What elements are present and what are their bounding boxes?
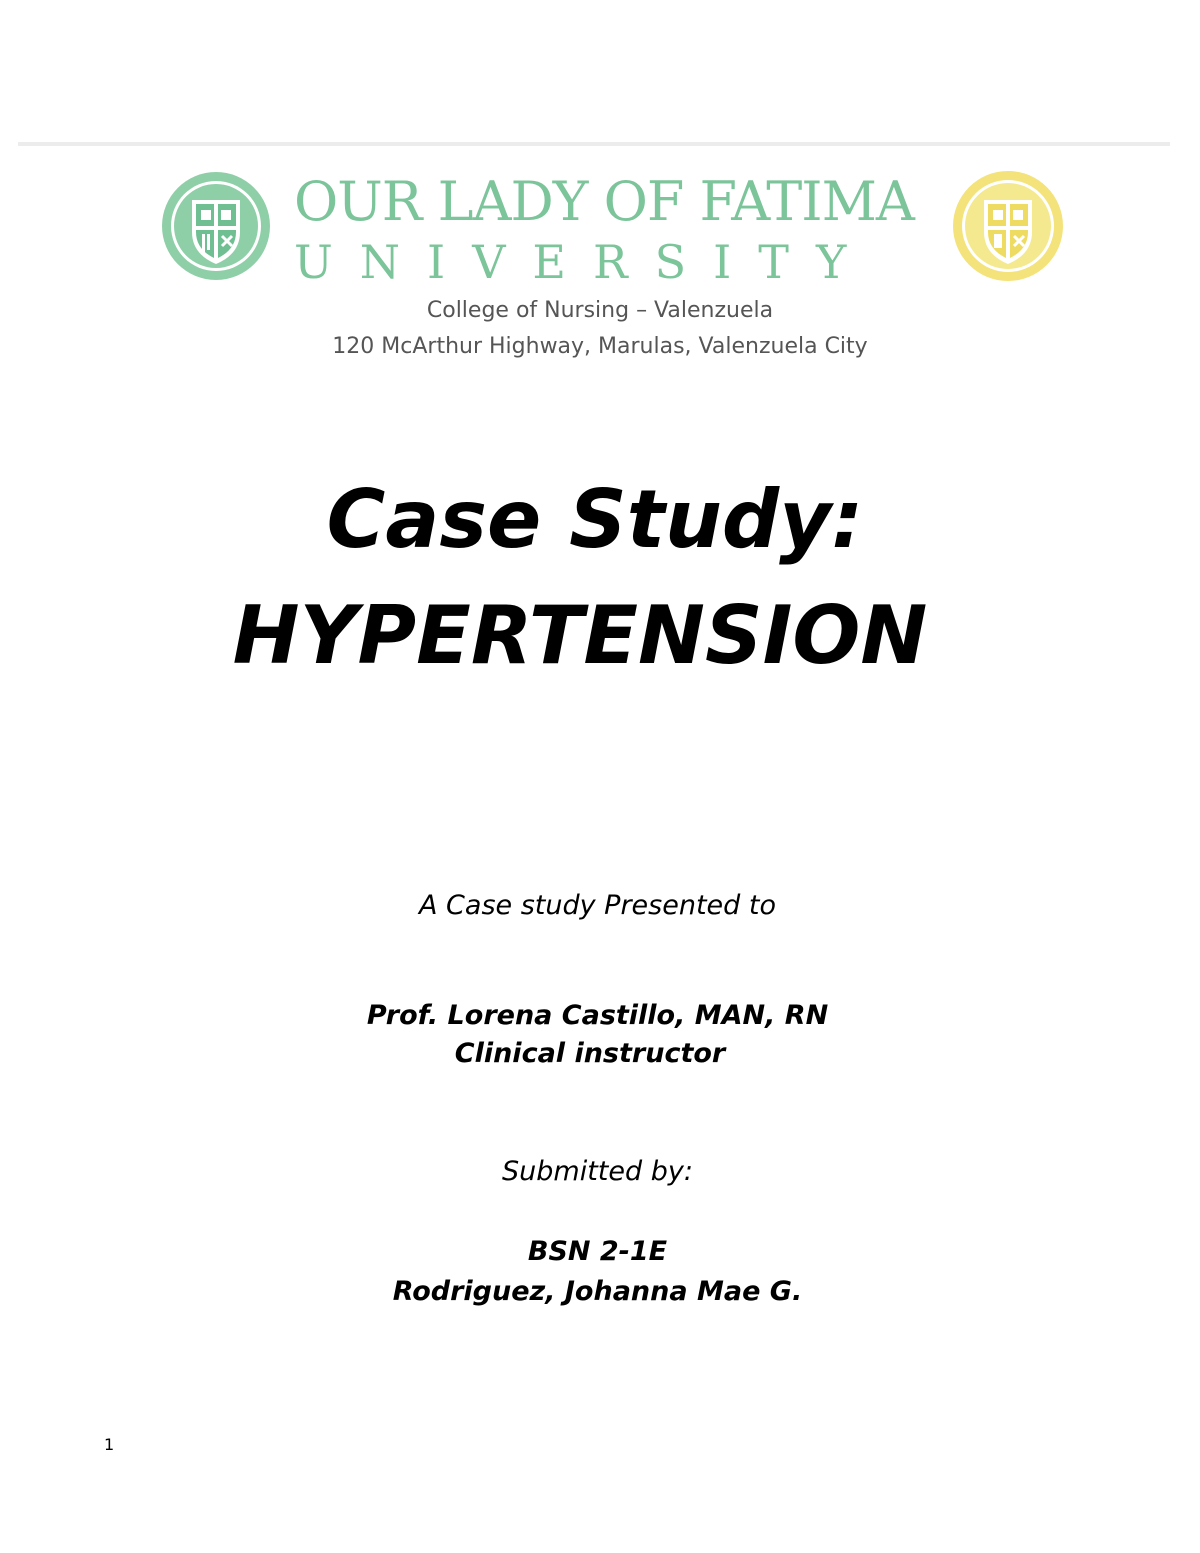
university-name-line1: OUR LADY OF FATIMA — [294, 170, 914, 233]
university-header — [0, 160, 1200, 370]
instructor-name: Prof. Lorena Castillo, MAN, RN — [366, 1000, 829, 1031]
top-divider — [18, 142, 1170, 146]
submitted-label: Submitted by: — [502, 1156, 693, 1187]
student-section: BSN 2-1E — [527, 1236, 668, 1267]
title-line2: HYPERTENSION — [232, 589, 928, 682]
college-name: College of Nursing – Valenzuela — [426, 298, 774, 323]
presented-intro: A Case study Presented to — [419, 890, 776, 921]
college-address: 120 McArthur Highway, Marulas, Valenzuela City — [332, 334, 868, 359]
instructor-role: Clinical instructor — [454, 1038, 726, 1069]
university-name-line2: UNIVERSITY — [294, 235, 874, 289]
university-seal-yellow-icon — [952, 170, 1064, 282]
title-line1: Case Study: — [326, 473, 864, 566]
student-name: Rodriguez, Johanna Mae G. — [392, 1276, 803, 1307]
university-seal-green-icon — [160, 170, 272, 282]
page-number: 1 — [104, 1435, 115, 1454]
